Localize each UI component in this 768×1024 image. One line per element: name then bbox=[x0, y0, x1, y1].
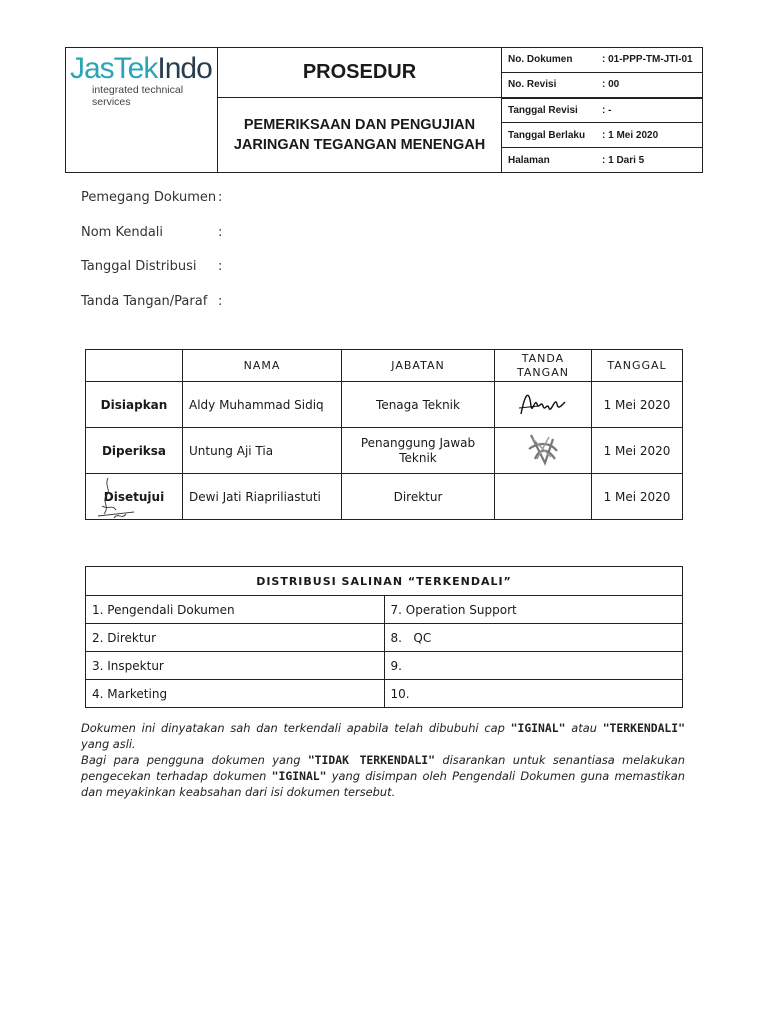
table-row bbox=[86, 474, 683, 520]
date-cell: 1 Mei 2020 bbox=[592, 382, 683, 428]
holder-fields bbox=[81, 190, 222, 328]
field-nom-kendali: Nom Kendali : bbox=[81, 224, 223, 240]
distribution-item: 8. QC bbox=[384, 624, 683, 652]
table-row bbox=[86, 624, 683, 652]
doc-title-line2: JARINGAN TEGANGAN MENENGAH bbox=[233, 137, 486, 153]
name-cell: Untung Aji Tia bbox=[183, 428, 342, 474]
distribution-item: 10. bbox=[384, 680, 683, 708]
note-paragraph-2: Bagi para pengguna dokumen yang "TIDAK TERKENDALI" disarankan untuk senantiasa melakukan pengecekan terhadap dokumen "IGINAL" yang disimpan oleh Pengendali Dokumen guna memastikan dan meyakinkan keabsahan dari isi dokumen tersebut. bbox=[81, 753, 685, 799]
field-tanda-tangan: Tanda Tangan/Paraf : bbox=[81, 293, 223, 309]
distribution-item: 1. Pengendali Dokumen bbox=[86, 596, 385, 624]
distribution-item: 4. Marketing bbox=[86, 680, 385, 708]
distribution-item: 9. bbox=[384, 652, 683, 680]
doc-type: PROSEDUR bbox=[218, 48, 501, 98]
logo-part2: Indo bbox=[157, 52, 212, 85]
field-pemegang-dokumen: Pemegang Dokumen : bbox=[81, 190, 223, 205]
doc-title bbox=[218, 98, 501, 172]
distribution-item: 7. Operation Support bbox=[384, 596, 683, 624]
approval-table bbox=[85, 349, 683, 520]
note-paragraph-1: Dokumen ini dinyatakan sah dan terkendali apabila telah dibubuhi cap "IGINAL" atau "TERKENDALI" yang asli. bbox=[81, 721, 685, 751]
table-row bbox=[86, 428, 683, 474]
distribution-item: 2. Direktur bbox=[86, 624, 385, 652]
role-diperiksa: Diperiksa bbox=[86, 428, 183, 474]
date-cell: 1 Mei 2020 bbox=[592, 428, 683, 474]
doc-meta bbox=[502, 48, 702, 172]
position-cell: Direktur bbox=[342, 474, 495, 520]
distribution-item: 3. Inspektur bbox=[86, 652, 385, 680]
table-row bbox=[86, 596, 683, 624]
logo-tagline: integrated technical services bbox=[92, 84, 184, 108]
header-tanda-tangan: TANDA TANGAN bbox=[495, 350, 592, 382]
signature-cell bbox=[495, 474, 592, 520]
logo-part1: JasTek bbox=[70, 52, 158, 85]
initial-scribble bbox=[94, 476, 158, 522]
signature-image bbox=[515, 384, 571, 422]
position-cell: Tenaga Teknik bbox=[342, 382, 495, 428]
approval-header-row bbox=[86, 350, 683, 382]
position-cell: Penanggung Jawab Teknik bbox=[342, 428, 495, 474]
table-row bbox=[86, 382, 683, 428]
header-tanggal: TANGGAL bbox=[592, 350, 683, 382]
meta-halaman: Halaman : 1 Dari 5 bbox=[508, 154, 645, 166]
role-disiapkan: Disiapkan bbox=[86, 382, 183, 428]
name-cell: Aldy Muhammad Sidiq bbox=[183, 382, 342, 428]
table-row bbox=[86, 680, 683, 708]
validity-notes bbox=[81, 720, 685, 800]
header-jabatan: JABATAN bbox=[342, 350, 495, 382]
role-disetujui: Disetujui bbox=[103, 489, 165, 504]
meta-no-revisi: No. Revisi : 00 bbox=[502, 73, 702, 99]
name-cell: Dewi Jati Riapriliastuti bbox=[183, 474, 342, 520]
signature-cell bbox=[495, 428, 592, 474]
document-header bbox=[65, 47, 703, 173]
meta-tanggal-revisi: Tanggal Revisi : - bbox=[502, 99, 702, 124]
distribution-title: DISTRIBUSI SALINAN “TERKENDALI” bbox=[86, 567, 683, 596]
header-nama: NAMA bbox=[183, 350, 342, 382]
meta-no-dokumen: No. Dokumen : 01-PPP-TM-JTI-01 bbox=[502, 48, 702, 73]
meta-tanggal-berlaku: Tanggal Berlaku : 1 Mei 2020 bbox=[502, 123, 702, 148]
date-cell: 1 Mei 2020 bbox=[592, 474, 683, 520]
distribution-table bbox=[85, 566, 683, 708]
signature-cell bbox=[495, 382, 592, 428]
header-empty bbox=[86, 350, 183, 382]
table-row bbox=[86, 652, 683, 680]
role-disetujui-cell bbox=[86, 474, 183, 520]
field-tanggal-distribusi: Tanggal Distribusi : bbox=[81, 259, 223, 274]
doc-title-line1: PEMERIKSAAN DAN PENGUJIAN bbox=[243, 117, 476, 133]
signature-image bbox=[523, 429, 563, 469]
company-logo bbox=[66, 48, 218, 172]
